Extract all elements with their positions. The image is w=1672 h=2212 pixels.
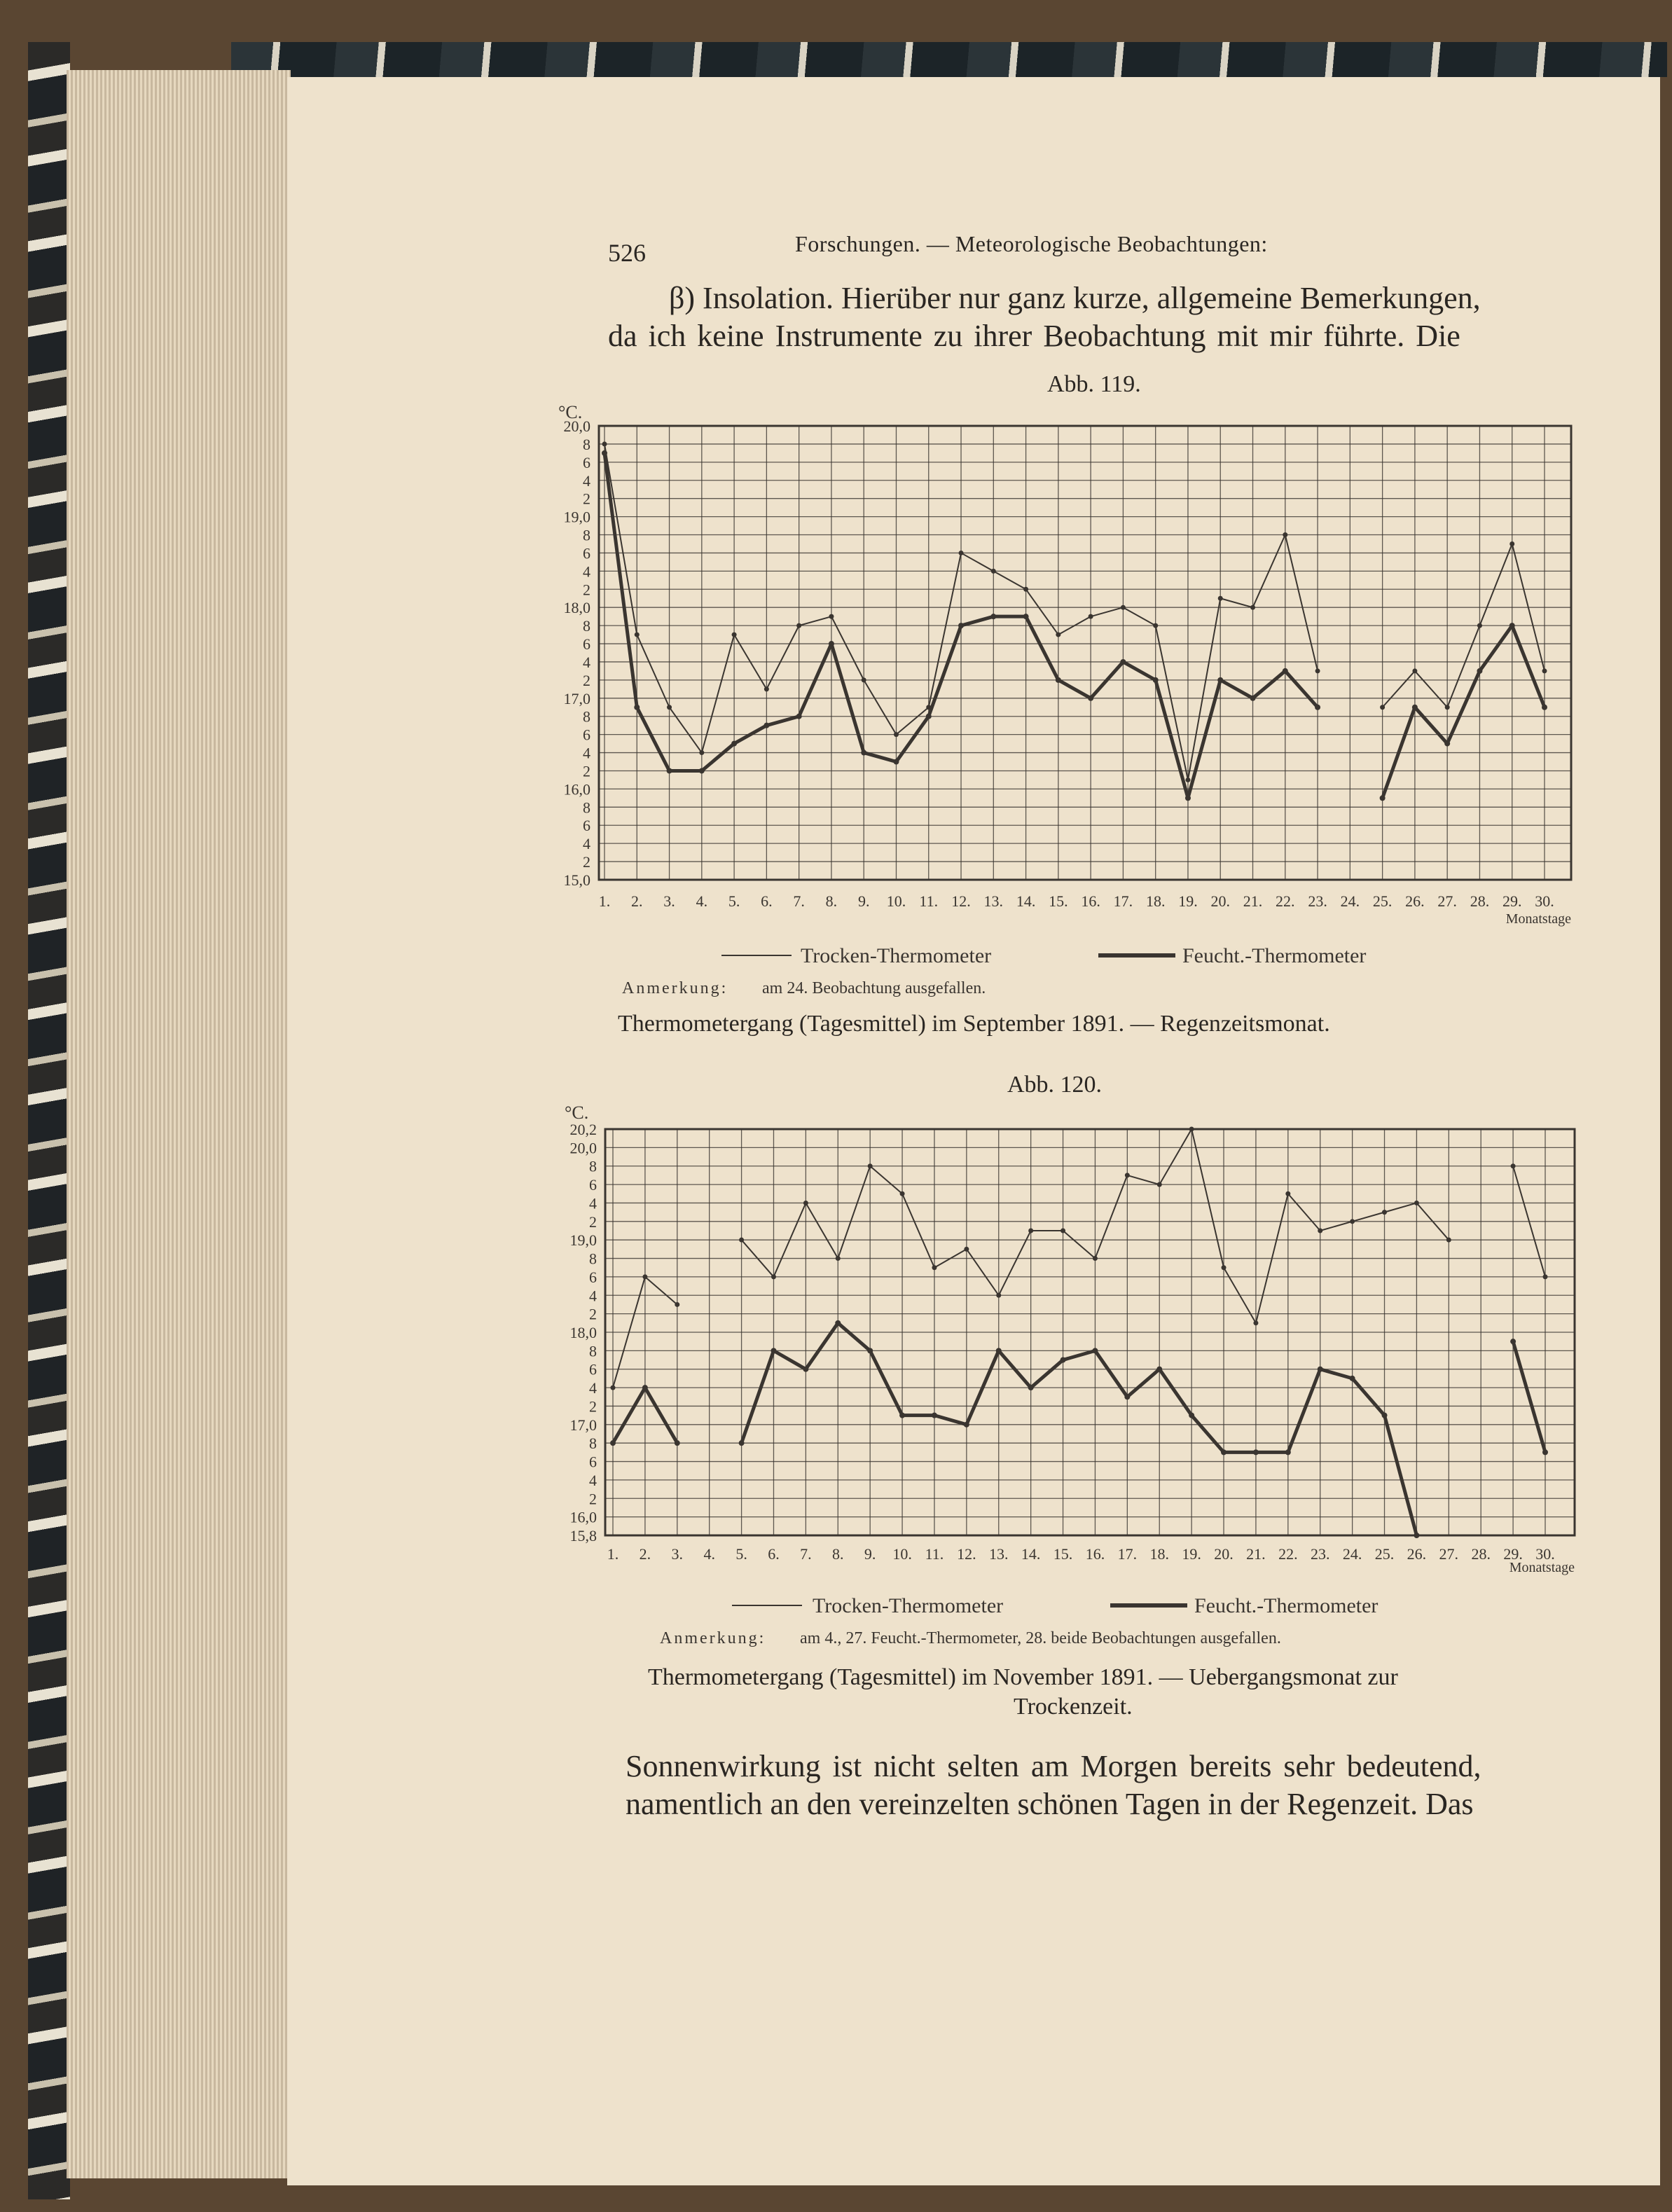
intro-line-2: da ich keine Instrumente zu ihrer Beobachtung mit mir führte. Die (608, 319, 1460, 353)
note-text: am 24. Beobachtung ausgefallen. (762, 979, 986, 997)
x-tick-label: 29. (1503, 1545, 1523, 1563)
x-tick-label: 18. (1145, 892, 1166, 910)
x-tick-label: 26. (1407, 1545, 1427, 1563)
y-tick-label: 16,0 (563, 780, 590, 799)
x-tick-label: 11. (925, 1545, 944, 1563)
x-tick-label: 13. (989, 1545, 1009, 1563)
y-tick-label: 2 (583, 853, 590, 871)
y-tick-label: 2 (589, 1397, 597, 1416)
y-tick-label: 4 (589, 1379, 597, 1397)
x-tick-label: 22. (1278, 1545, 1298, 1563)
x-tick-label: 25. (1372, 892, 1393, 910)
x-tick-label: 3. (671, 1545, 684, 1563)
x-axis-label: Monatstage (1509, 1560, 1575, 1575)
x-tick-label: 30. (1535, 1545, 1555, 1563)
y-tick-label: 18,0 (563, 599, 590, 617)
x-tick-label: 21. (1243, 892, 1263, 910)
y-tick-label: 8 (583, 617, 590, 635)
outro-line-1: Sonnenwirkung ist nicht selten am Morgen bereits sehr bedeutend, (626, 1749, 1481, 1783)
y-tick-label: 8 (583, 707, 590, 726)
y-tick-label: 6 (589, 1453, 597, 1471)
figure-label: Abb. 119. (1047, 371, 1141, 397)
x-tick-label: 6. (761, 892, 773, 910)
y-tick-label: 17,0 (563, 689, 590, 707)
x-tick-label: 23. (1310, 1545, 1330, 1563)
y-unit-label: °C. (565, 1102, 589, 1123)
x-tick-label: 16. (1085, 1545, 1105, 1563)
x-tick-label: 26. (1405, 892, 1425, 910)
y-tick-label: 2 (589, 1490, 597, 1508)
x-tick-label: 15. (1053, 1545, 1073, 1563)
x-tick-label: 19. (1178, 892, 1198, 910)
x-tick-label: 3. (663, 892, 675, 910)
x-tick-label: 10. (892, 1545, 912, 1563)
x-tick-label: 15. (1049, 892, 1068, 910)
x-axis-label: Monatstage (1505, 911, 1571, 927)
x-tick-label: 2. (631, 892, 643, 910)
x-tick-label: 24. (1342, 1545, 1362, 1563)
x-tick-label: 11. (919, 892, 939, 910)
x-tick-label: 27. (1437, 892, 1457, 910)
y-tick-label: 15,0 (563, 871, 590, 889)
note-label: Anmerkung: (660, 1629, 766, 1647)
x-tick-label: 16. (1081, 892, 1100, 910)
legend-label-wet: Feucht.-Thermometer (1194, 1594, 1379, 1617)
y-tick-label: 20,0 (563, 417, 590, 435)
x-tick-label: 5. (735, 1545, 747, 1563)
y-tick-label: 18,0 (569, 1324, 597, 1341)
x-tick-label: 8. (832, 1545, 844, 1563)
x-tick-label: 10. (886, 892, 906, 910)
x-tick-label: 24. (1340, 892, 1360, 910)
x-tick-label: 6. (768, 1545, 780, 1563)
y-tick-label: 8 (589, 1250, 597, 1268)
y-tick-label: 8 (583, 435, 590, 453)
y-tick-label: 6 (583, 544, 590, 562)
x-tick-label: 20. (1210, 892, 1230, 910)
x-tick-label: 9. (857, 892, 870, 910)
intro-line-1: β) Insolation. Hierüber nur ganz kurze, allgemeine Bemerkungen, (669, 281, 1481, 315)
outro-line-2: namentlich an den vereinzelten schönen Tagen in der Regenzeit. Das (626, 1787, 1474, 1821)
y-tick-label: 4 (583, 562, 590, 581)
x-tick-label: 1. (598, 892, 611, 910)
x-tick-label: 5. (728, 892, 740, 910)
y-tick-label: 6 (583, 817, 590, 835)
y-tick-label: 15,8 (569, 1527, 597, 1544)
x-tick-label: 9. (864, 1545, 876, 1563)
x-tick-label: 28. (1471, 1545, 1491, 1563)
x-tick-label: 25. (1374, 1545, 1395, 1563)
y-tick-label: 8 (589, 1157, 597, 1175)
x-tick-label: 14. (1016, 892, 1036, 910)
x-tick-label: 30. (1535, 892, 1554, 910)
y-tick-label: 8 (583, 799, 590, 817)
legend-label-dry: Trocken-Thermometer (813, 1594, 1004, 1617)
y-tick-label: 4 (589, 1287, 597, 1305)
x-tick-label: 13. (983, 892, 1004, 910)
caption: Thermometergang (Tagesmittel) im November 1891. — Uebergangsmonat zur (648, 1664, 1398, 1690)
x-tick-label: 23. (1308, 892, 1327, 910)
x-tick-label: 19. (1182, 1545, 1201, 1563)
x-tick-label: 4. (696, 892, 708, 910)
y-tick-label: 6 (583, 453, 590, 471)
x-tick-label: 4. (703, 1545, 715, 1563)
note-label: Anmerkung: (622, 979, 728, 997)
x-tick-label: 8. (825, 892, 838, 910)
series-line (1513, 1341, 1545, 1452)
x-tick-label: 12. (951, 892, 971, 910)
y-tick-label: 6 (589, 1268, 597, 1286)
y-tick-label: 4 (583, 653, 590, 671)
y-tick-label: 20,2 (569, 1121, 597, 1138)
legend-label-wet: Feucht.-Thermometer (1182, 944, 1367, 967)
y-tick-label: 2 (583, 762, 590, 780)
y-tick-label: 4 (589, 1194, 597, 1212)
x-tick-label: 21. (1246, 1545, 1266, 1563)
y-tick-label: 2 (589, 1212, 597, 1231)
x-tick-label: 22. (1276, 892, 1295, 910)
y-tick-label: 19,0 (563, 508, 590, 526)
series-line (742, 1323, 1417, 1535)
y-tick-label: 6 (583, 726, 590, 744)
running-title: Forschungen. — Meteorologische Beobachtungen: (795, 231, 1268, 256)
y-tick-label: 6 (589, 1176, 597, 1194)
x-tick-label: 2. (639, 1545, 651, 1563)
x-tick-label: 7. (793, 892, 805, 910)
y-tick-label: 8 (589, 1435, 597, 1453)
x-tick-label: 1. (607, 1545, 619, 1563)
y-tick-label: 4 (583, 744, 590, 762)
page-number: 526 (608, 239, 646, 267)
x-tick-label: 7. (800, 1545, 812, 1563)
x-tick-label: 20. (1214, 1545, 1234, 1563)
caption-continued: Trockenzeit. (1014, 1694, 1133, 1720)
y-tick-label: 6 (583, 635, 590, 654)
x-tick-label: 18. (1149, 1545, 1169, 1563)
y-tick-label: 8 (583, 526, 590, 544)
y-tick-label: 4 (583, 835, 590, 853)
y-unit-label: °C. (558, 402, 583, 422)
x-tick-label: 28. (1470, 892, 1490, 910)
y-tick-label: 16,0 (569, 1508, 597, 1526)
x-tick-label: 27. (1439, 1545, 1459, 1563)
y-tick-label: 19,0 (569, 1231, 597, 1250)
y-tick-label: 4 (589, 1471, 597, 1489)
caption: Thermometergang (Tagesmittel) im September 1891. — Regenzeitsmonat. (618, 1011, 1330, 1037)
y-tick-label: 8 (589, 1342, 597, 1360)
y-tick-label: 4 (583, 471, 590, 490)
y-tick-label: 20,0 (569, 1139, 597, 1157)
x-tick-label: 17. (1113, 892, 1133, 910)
note-text: am 4., 27. Feucht.-Thermometer, 28. beide Beobachtungen ausgefallen. (800, 1629, 1281, 1647)
x-tick-label: 12. (957, 1545, 976, 1563)
x-tick-label: 14. (1021, 1545, 1041, 1563)
figure-label: Abb. 120. (1007, 1072, 1103, 1098)
x-tick-label: 17. (1117, 1545, 1138, 1563)
y-tick-label: 2 (583, 671, 590, 689)
series-line (1383, 625, 1545, 798)
legend-label-dry: Trocken-Thermometer (801, 944, 992, 967)
x-tick-label: 29. (1502, 892, 1522, 910)
y-tick-label: 2 (589, 1305, 597, 1323)
y-tick-label: 2 (583, 490, 590, 508)
y-tick-label: 6 (589, 1360, 597, 1378)
y-tick-label: 17,0 (569, 1416, 597, 1434)
y-tick-label: 2 (583, 581, 590, 599)
